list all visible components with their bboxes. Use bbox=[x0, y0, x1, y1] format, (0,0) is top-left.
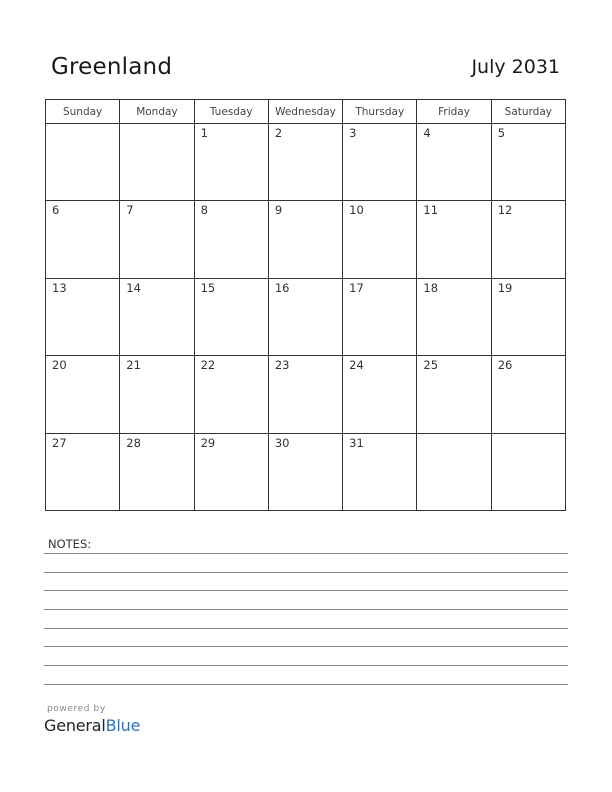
day-number: 22 bbox=[200, 358, 216, 373]
day-cell bbox=[343, 356, 417, 433]
day-number: 4 bbox=[423, 126, 431, 140]
brand-general-text: General bbox=[44, 716, 106, 735]
day-number bbox=[120, 124, 193, 128]
day-number: 14 bbox=[126, 280, 141, 295]
day-cell bbox=[46, 124, 120, 201]
note-line bbox=[44, 665, 568, 666]
day-cell bbox=[417, 433, 491, 510]
day-number: 30 bbox=[274, 435, 290, 450]
day-cell bbox=[268, 278, 342, 355]
day-number: 23 bbox=[274, 358, 290, 373]
day-number: 2 bbox=[274, 126, 283, 140]
calendar-grid bbox=[45, 99, 566, 511]
day-cell bbox=[343, 433, 417, 510]
day-number: 25 bbox=[423, 358, 439, 373]
day-number: 13 bbox=[52, 280, 67, 295]
day-cell bbox=[343, 278, 417, 355]
weekday-thursday: Thursday bbox=[343, 100, 417, 124]
week-row bbox=[46, 278, 566, 355]
day-cell bbox=[194, 124, 268, 201]
day-number: 15 bbox=[200, 280, 216, 295]
day-number: 19 bbox=[497, 280, 513, 295]
day-number: 27 bbox=[52, 435, 67, 450]
day-number: 6 bbox=[52, 203, 60, 218]
day-cell bbox=[491, 124, 565, 201]
weekday-header-row bbox=[46, 100, 566, 124]
day-number: 1 bbox=[200, 126, 208, 140]
day-cell bbox=[268, 433, 342, 510]
day-number: 12 bbox=[497, 203, 513, 218]
day-cell bbox=[46, 356, 120, 433]
day-number: 10 bbox=[349, 203, 364, 218]
notes-label: NOTES: bbox=[48, 537, 92, 551]
note-line bbox=[44, 553, 568, 554]
note-line bbox=[44, 684, 568, 685]
weekday-monday: Monday bbox=[120, 100, 194, 124]
day-number: 20 bbox=[52, 358, 67, 373]
week-row bbox=[46, 124, 566, 201]
day-number: 5 bbox=[497, 126, 506, 140]
day-cell bbox=[343, 124, 417, 201]
brand-blue-text: Blue bbox=[105, 716, 141, 735]
day-number: 17 bbox=[349, 280, 364, 295]
day-cell bbox=[491, 356, 565, 433]
day-cell bbox=[417, 201, 491, 278]
weekday-tuesday: Tuesday bbox=[194, 100, 268, 124]
month-year-label: July 2031 bbox=[471, 56, 560, 78]
day-number bbox=[46, 124, 119, 128]
day-cell bbox=[120, 201, 194, 278]
weekday-wednesday: Wednesday bbox=[268, 100, 342, 124]
day-number: 11 bbox=[423, 203, 439, 218]
day-number: 16 bbox=[274, 280, 290, 295]
day-cell bbox=[491, 433, 565, 510]
page-title: Greenland bbox=[51, 54, 173, 80]
brand-logo bbox=[44, 716, 140, 735]
day-cell bbox=[46, 433, 120, 510]
note-line bbox=[44, 590, 568, 591]
day-cell bbox=[268, 201, 342, 278]
day-cell bbox=[417, 356, 491, 433]
day-cell bbox=[46, 201, 120, 278]
day-cell bbox=[46, 278, 120, 355]
note-line bbox=[44, 628, 568, 629]
day-cell bbox=[417, 124, 491, 201]
day-cell bbox=[194, 278, 268, 355]
day-number: 7 bbox=[126, 203, 134, 218]
day-number: 8 bbox=[200, 203, 208, 218]
week-row bbox=[46, 356, 566, 433]
day-number: 28 bbox=[126, 435, 141, 450]
note-line bbox=[44, 572, 568, 573]
note-line bbox=[44, 609, 568, 610]
day-number: 29 bbox=[200, 435, 216, 450]
weekday-saturday: Saturday bbox=[491, 100, 565, 124]
day-cell bbox=[120, 278, 194, 355]
note-line bbox=[44, 646, 568, 647]
week-row bbox=[46, 201, 566, 278]
day-cell bbox=[268, 356, 342, 433]
day-cell bbox=[491, 201, 565, 278]
day-number bbox=[417, 434, 490, 438]
day-number: 24 bbox=[349, 358, 364, 373]
day-number: 31 bbox=[349, 435, 364, 450]
day-number: 26 bbox=[497, 358, 513, 373]
day-cell bbox=[268, 124, 342, 201]
day-cell bbox=[194, 356, 268, 433]
weekday-friday: Friday bbox=[417, 100, 491, 124]
day-cell bbox=[194, 201, 268, 278]
day-number: 18 bbox=[423, 280, 439, 295]
day-cell bbox=[343, 201, 417, 278]
week-row bbox=[46, 433, 566, 510]
day-number: 9 bbox=[274, 203, 283, 218]
day-number: 3 bbox=[349, 126, 357, 140]
day-cell bbox=[417, 278, 491, 355]
day-cell bbox=[194, 433, 268, 510]
day-number: 21 bbox=[126, 358, 141, 373]
powered-by-text: powered by bbox=[47, 704, 106, 714]
day-cell bbox=[120, 124, 194, 201]
day-cell bbox=[491, 278, 565, 355]
weekday-sunday: Sunday bbox=[46, 100, 120, 124]
day-cell bbox=[120, 356, 194, 433]
day-number bbox=[492, 434, 565, 438]
day-cell bbox=[120, 433, 194, 510]
